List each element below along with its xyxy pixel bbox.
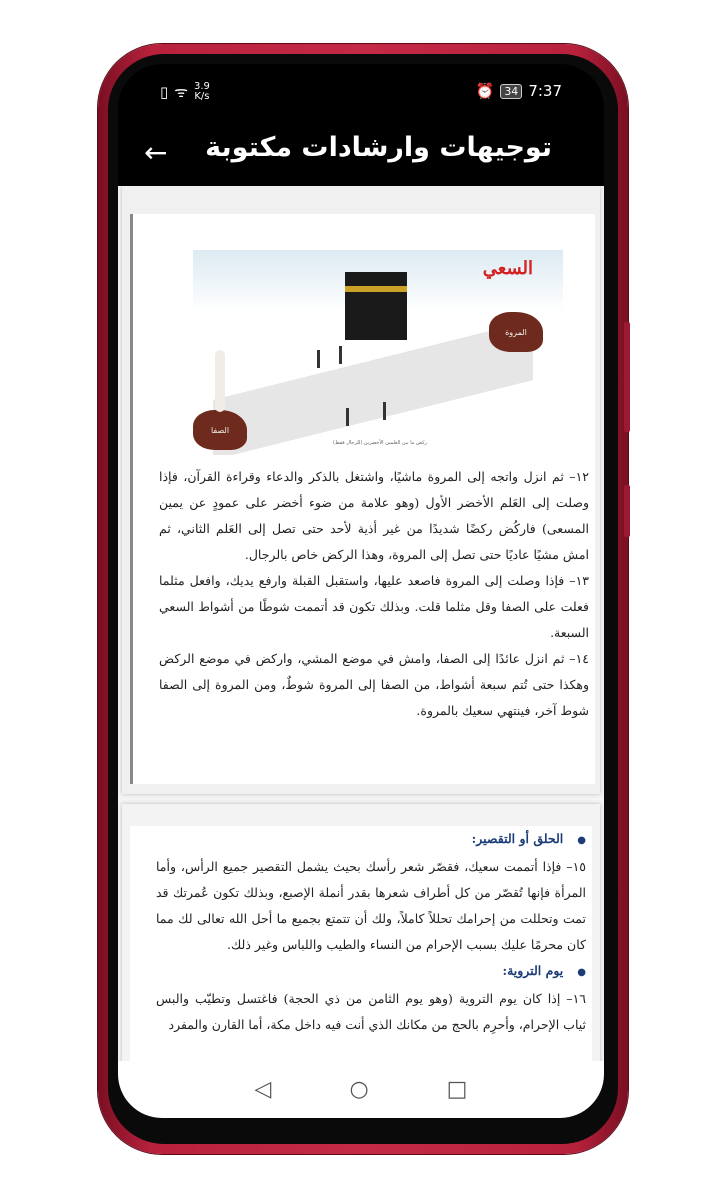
page-inner — [130, 826, 592, 1061]
page-text — [156, 826, 586, 1038]
paragraph-13: ١٣– فإذا وصلت إلى المروة فاصعد عليها، واستقبل القبلة وارفع يديك، وافعل مثلما فعلت على الصفا وقل مثلما قلت. وبذلك تكون قد أتممت شوطًا من أشواط السعي السبعة. — [159, 573, 589, 640]
clock: 7:37 — [528, 82, 562, 100]
nav-back-icon[interactable]: ◁ — [254, 1077, 272, 1102]
section-heading: ● الحلق أو التقصير: — [156, 826, 586, 854]
green-marker — [339, 346, 342, 364]
page-text — [159, 464, 589, 724]
illustration-caption: ركض ما بين العلمين الأخضرين (للرجال فقط) — [333, 440, 427, 446]
net-speed-value: 3.9 — [193, 81, 210, 92]
document-page — [122, 804, 600, 1061]
page-inner — [130, 214, 595, 784]
marwa-label: المروة — [505, 327, 527, 337]
net-speed — [194, 82, 210, 102]
sim-alert-icon: ▯ — [160, 83, 169, 101]
wifi-icon: ᯤ — [174, 83, 188, 101]
green-marker — [383, 402, 386, 420]
page-title: توجيهات وارشادات مكتوبة — [205, 132, 552, 163]
safa-label: الصفا — [210, 425, 230, 435]
document-viewer[interactable] — [118, 186, 604, 1061]
pilgrim-figure — [215, 350, 225, 412]
sai-illustration — [193, 250, 563, 455]
status-bar — [118, 78, 604, 108]
arrow-left-icon[interactable]: ← — [144, 136, 168, 169]
marwa-hill — [489, 312, 543, 352]
net-speed-unit: K/s — [194, 91, 210, 102]
green-marker — [346, 408, 349, 426]
paragraph-16: ١٦– إذا كان يوم التروية (وهو يوم الثامن من ذي الحجة) فاغتسل وتطيّب والبس ثياب الإحرام، وأحرِم بالحج من مكانك الذي أنت فيه داخل مكة، أما القارن والمفرد — [156, 991, 586, 1032]
battery-icon: 34 — [500, 84, 522, 99]
volume-button — [624, 322, 630, 432]
nav-home-icon[interactable]: ○ — [349, 1077, 369, 1102]
illustration-title: السعي — [482, 258, 533, 279]
safa-hill — [193, 410, 247, 450]
section-heading: ● يوم التروية: — [156, 958, 586, 986]
masaa-path — [210, 320, 533, 455]
navigation-bar — [118, 1061, 604, 1118]
app-bar — [118, 124, 604, 182]
nav-recents-icon[interactable]: □ — [446, 1077, 468, 1102]
paragraph-14: ١٤– ثم انزل عائدًا إلى الصفا، وامش في موضع المشي، واركض في موضع الركض وهكذا حتى تُتم سبعة أشواط، من الصفا إلى المروة شوطٌ، ومن المروة إلى الصفا شوط آخر، فينتهي سعيك بالمروة. — [159, 651, 589, 718]
power-button — [624, 485, 630, 537]
screen — [118, 64, 604, 1118]
alarm-icon: ⏰ — [475, 82, 495, 100]
green-marker — [317, 350, 320, 368]
paragraph-12: ١٢– ثم انزل واتجه إلى المروة ماشيًا، واشتغل بالذكر والدعاء وقراءة القرآن، فإذا وصلت إلى العَلم الأخضر الأول (وهو علامة من ضوء أخضر على عمودٍ عن يمين المسعى) فاركُض ركضًا شديدًا من غير أذية لأحد حتى تصل إلى العَلم الثاني، ثم امش مشيًا عاديًا حتى تصل إلى المروة، وهذا الركض خاص بالرجال. — [159, 469, 589, 562]
kaaba-image — [345, 272, 407, 340]
paragraph-15: ١٥– فإذا أتممت سعيك، فقصّر شعر رأسك بحيث يشمل التقصير جميع الرأس، وأما المرأة فإنها تُقصّر من كل أطراف شعرها بقدر أنملة الإصبع، وبذلك تكون عُمرتك قد تمت وتحللت من إحرامك تحللاً كاملاً، ولك أن تتمتع بجميع ما أحل الله تعالى لك مما كان محرمًا عليك بسبب الإحرام من النساء والطيب واللباس وغير ذلك. — [156, 859, 586, 952]
document-page — [122, 186, 600, 794]
